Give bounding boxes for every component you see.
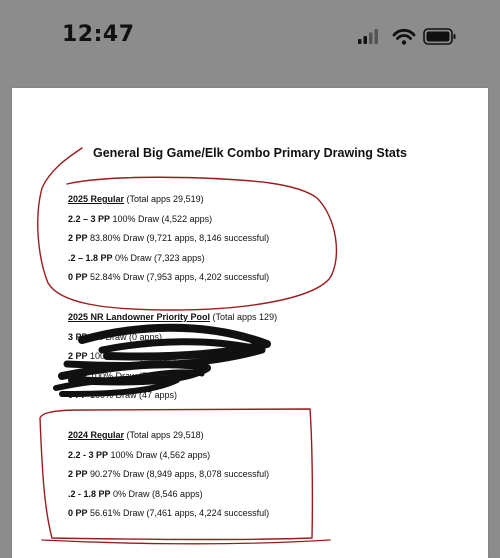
section-header-title: 2025 NR Landowner Priority Pool [68, 312, 211, 322]
battery-icon [424, 29, 456, 44]
pp-label: .2 - 1.8 PP [68, 488, 111, 499]
pp-label: 2.2 – 3 PP [68, 213, 111, 224]
section-header-title: 2025 Regular [68, 194, 125, 204]
draw-stat: 100% Draw (47 apps) [87, 390, 178, 400]
list-item [68, 390, 177, 400]
draw-stat: 100% Draw (57 apps) [87, 370, 178, 381]
signal-icon [358, 29, 378, 44]
pp-label: 0 PP [68, 390, 88, 400]
pp-label: 2 PP [68, 233, 88, 243]
section-header-total: (Total apps 29,519) [124, 194, 204, 204]
draw-stat: 0% Draw (0 apps) [87, 331, 163, 342]
list-item [68, 272, 269, 282]
list-item [68, 508, 269, 518]
draw-stat: 56.61% Draw (7,461 apps, 4,224 successful) [87, 508, 270, 518]
list-item [68, 469, 269, 479]
section-header-total: (Total apps 129) [210, 312, 278, 322]
list-item [68, 214, 212, 224]
pp-label: 2 PP [68, 351, 88, 361]
red-circle-2025-regular [38, 148, 337, 310]
section-header [68, 312, 277, 322]
list-item [68, 489, 203, 499]
pp-label: 2.2 - 3 PP [68, 449, 109, 460]
pp-label: 2 PP [68, 469, 88, 479]
status-bar [0, 0, 500, 76]
pp-label: 0 PP [68, 272, 88, 282]
list-item [68, 450, 210, 460]
draw-stat: 90.27% Draw (8,949 apps, 8,078 successful) [87, 469, 270, 479]
pp-label: 1 PP [68, 370, 88, 381]
pp-label: 0 PP [68, 508, 88, 518]
draw-stat: 52.84% Draw (7,953 apps, 4,202 successful) [87, 272, 270, 282]
draw-stat: 100% Draw (4,562 apps) [108, 449, 211, 460]
list-item [68, 332, 162, 342]
clock: 12:47 [62, 22, 135, 47]
section-header [68, 194, 204, 204]
page-title: General Big Game/Elk Combo Primary Drawing Stats [93, 146, 407, 160]
section-header-title: 2024 Regular [68, 430, 125, 440]
list-item [68, 253, 205, 263]
pp-label: .2 – 1.8 PP [68, 252, 113, 263]
list-item [68, 351, 177, 361]
draw-stat: 100% Draw (25 apps) [87, 351, 178, 361]
wifi-icon [394, 30, 414, 44]
draw-stat: 100% Draw (4,522 apps) [110, 213, 213, 224]
status-icons [356, 26, 466, 48]
draw-stat: 83.80% Draw (9,721 apps, 8,146 successful) [87, 233, 270, 243]
document-page [12, 88, 488, 558]
list-item [68, 371, 177, 381]
list-item [68, 233, 269, 243]
pp-label: 3 PP [68, 331, 88, 342]
section-header [68, 430, 204, 440]
section-header-total: (Total apps 29,518) [124, 430, 204, 440]
draw-stat: 0% Draw (7,323 apps) [112, 252, 205, 263]
draw-stat: 0% Draw (8,546 apps) [110, 488, 203, 499]
red-underline-2024 [42, 540, 330, 544]
